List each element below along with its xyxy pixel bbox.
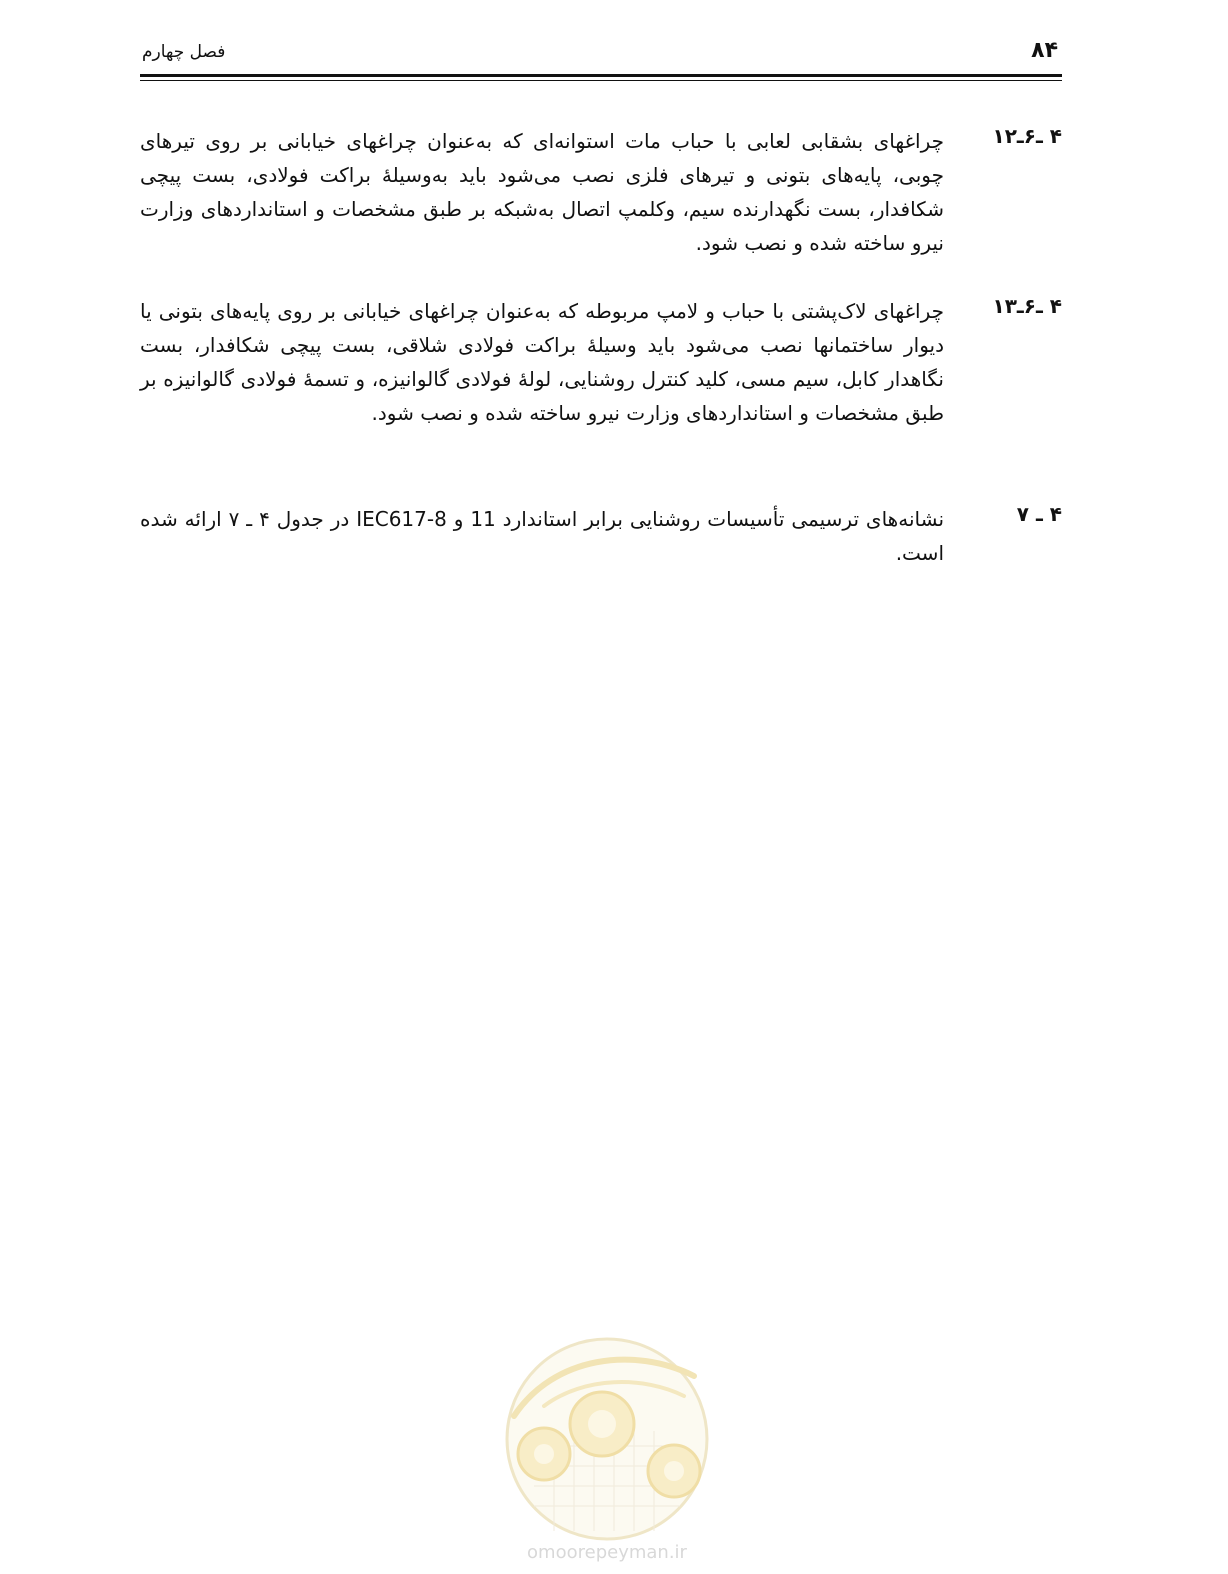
page-header bbox=[140, 36, 1062, 72]
watermark-url: omoorepeyman.ir bbox=[527, 1542, 687, 1563]
section-text: چراغهای لاک‌پشتی با حباب و لامپ مربوطه که به‌عنوان چراغهای خیابانی بر روی پایه‌های بتونی یا دیوار ساختمانها نصب می‌شود باید وسیلۀ براکت فولادی شلاقی، بست پیچی شکافدار، بست نگاهدار کابل، سیم مسی، کلید کنترل روشنایی، لولۀ فولادی گالوانیزه، و تسمۀ فولادی گالوانیزه بر طبق مشخصات و استانداردهای وزارت نیرو ساخته شده و نصب شود. bbox=[140, 299, 944, 425]
chapter-title: فصل چهارم bbox=[142, 42, 226, 62]
watermark-logo bbox=[494, 1336, 720, 1566]
section-number: ۴ ـ ۷ bbox=[1016, 502, 1062, 526]
header-rule-thick bbox=[140, 74, 1062, 77]
section-number: ۴ ـ۶ـ۱۳ bbox=[992, 294, 1062, 318]
header-rule-thin bbox=[140, 80, 1062, 81]
page-number: ۸۴ bbox=[1031, 38, 1058, 63]
watermark-seal-icon bbox=[494, 1336, 720, 1542]
section-text: نشانه‌های ترسیمی تأسیسات روشنایی برابر استاندارد 11 و IEC617-8 در جدول ۴ ـ ۷ ارائه شده است. bbox=[140, 507, 945, 565]
section-number: ۴ ـ۶ـ۱۲ bbox=[992, 124, 1062, 148]
section-text: چراغهای بشقابی لعابی با حباب مات استوانه‌ای که به‌عنوان چراغهای خیابانی بر روی تیرهای چوبی، پایه‌های بتونی و تیرهای فلزی نصب می‌شود باید به‌وسیلۀ براکت فولادی، بست پیچی شکافدار، بست نگهدارنده سیم، وکلمپ اتصال به‌شبکه بر طبق مشخصات و استانداردهای وزارت نیرو ساخته شده و نصب شود. bbox=[140, 129, 944, 255]
